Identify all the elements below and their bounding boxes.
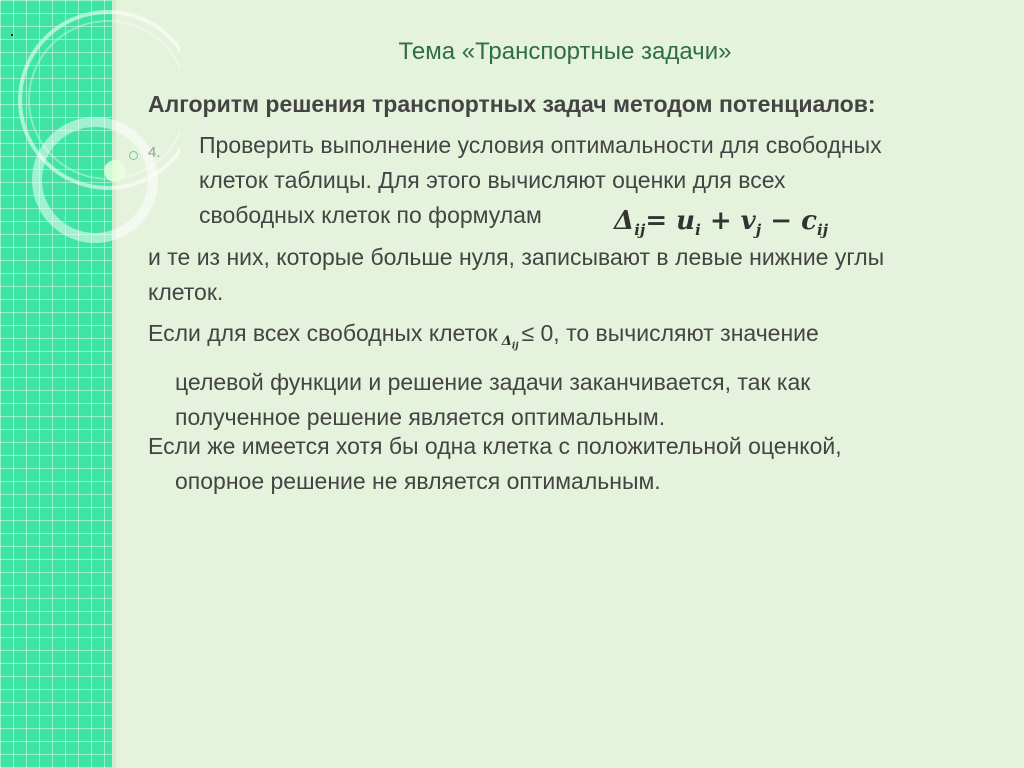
item-line-2: клеток таблицы. Для этого вычисляют оценки для всех <box>199 167 786 193</box>
paragraph-not-optimal <box>148 429 1008 499</box>
slide-title: Тема «Транспортные задачи» <box>398 38 732 65</box>
para3-line-2: целевой функции и решение задачи заканчивается, так как <box>175 368 811 395</box>
para4-line-2: опорное решение не является оптимальным. <box>175 468 661 494</box>
paragraph-optimal-condition <box>148 316 1008 435</box>
para2-line-1: и те из них, которые больше нуля, записывают в левые нижние углы <box>148 244 885 270</box>
item-line-1: Проверить выполнение условия оптимальности для свободных <box>199 132 882 158</box>
bullet-circle-icon <box>129 151 138 160</box>
paragraph-positive-estimates <box>148 240 1008 310</box>
decorative-grid-sidebar <box>0 0 112 768</box>
list-item-number: 4. <box>148 144 161 161</box>
para3-line-1: Если для всех свободных клеток $\Delta_{ij}\le 0$, то вычисляют значение <box>148 316 1008 365</box>
slide-heading: Алгоритм решения транспортных задач методом потенциалов: <box>148 91 876 117</box>
para2-line-2: клеток. <box>148 279 224 305</box>
para3-line-3: полученное решение является оптимальным. <box>175 403 666 430</box>
para4-line-1: Если же имеется хотя бы одна клетка с положительной оценкой, <box>148 433 842 459</box>
list-item-text <box>199 128 999 233</box>
item-line-3: свободных клеток по формулам <box>199 202 542 228</box>
delta-ij-inline-formula: $\Delta_{ij}$ <box>501 334 519 352</box>
sidebar-edge <box>112 0 116 768</box>
potential-formula: $\Delta_{ij}= u_i + v_j - c_{ij}$ <box>614 206 829 240</box>
tiny-dot <box>11 34 13 36</box>
